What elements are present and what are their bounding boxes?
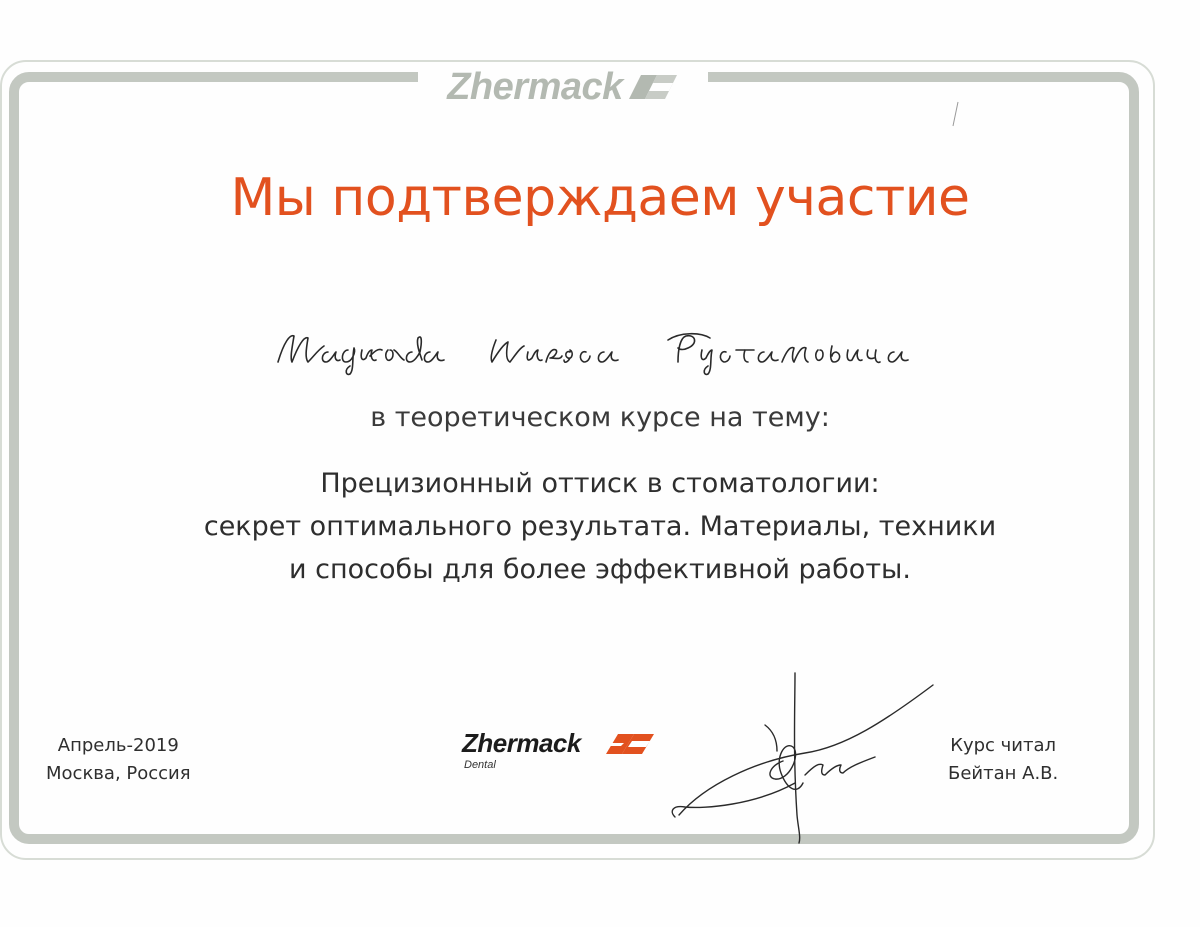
- date-place-block: [46, 732, 191, 788]
- course-topic-line: Прецизионный оттиск в стоматологии:: [320, 468, 880, 499]
- course-topic-line: и способы для более эффективной работы.: [289, 554, 911, 585]
- course-intro-text: в теоретическом курсе на тему:: [370, 402, 830, 433]
- course-date: Апрель-2019: [57, 735, 179, 756]
- lecturer-label: Курс читал: [950, 735, 1057, 756]
- course-place: Москва, Россия: [46, 763, 191, 784]
- lecturer-block: [948, 732, 1058, 788]
- course-topic-line: секрет оптимального результата. Материалы, техники: [203, 511, 997, 542]
- header-logo: [418, 62, 708, 112]
- participant-name-handwritten: [270, 322, 950, 382]
- footer-logo-wordmark: Zhermack: [462, 728, 581, 758]
- certificate-title: Мы подтверждаем участие: [230, 168, 970, 228]
- scan-artifact: [950, 100, 960, 130]
- lecturer-signature-image: [665, 665, 945, 850]
- course-topic: [60, 462, 1140, 591]
- handwriting-image: [270, 322, 950, 382]
- header-logo-stripes-icon: [627, 71, 679, 103]
- footer-logo-stripes-icon: [604, 732, 656, 758]
- footer-logo: [462, 728, 672, 776]
- footer-logo-subtitle: Dental: [464, 759, 496, 771]
- lecturer-name: Бейтан А.В.: [948, 763, 1059, 784]
- header-logo-wordmark: Zhermack: [447, 65, 623, 108]
